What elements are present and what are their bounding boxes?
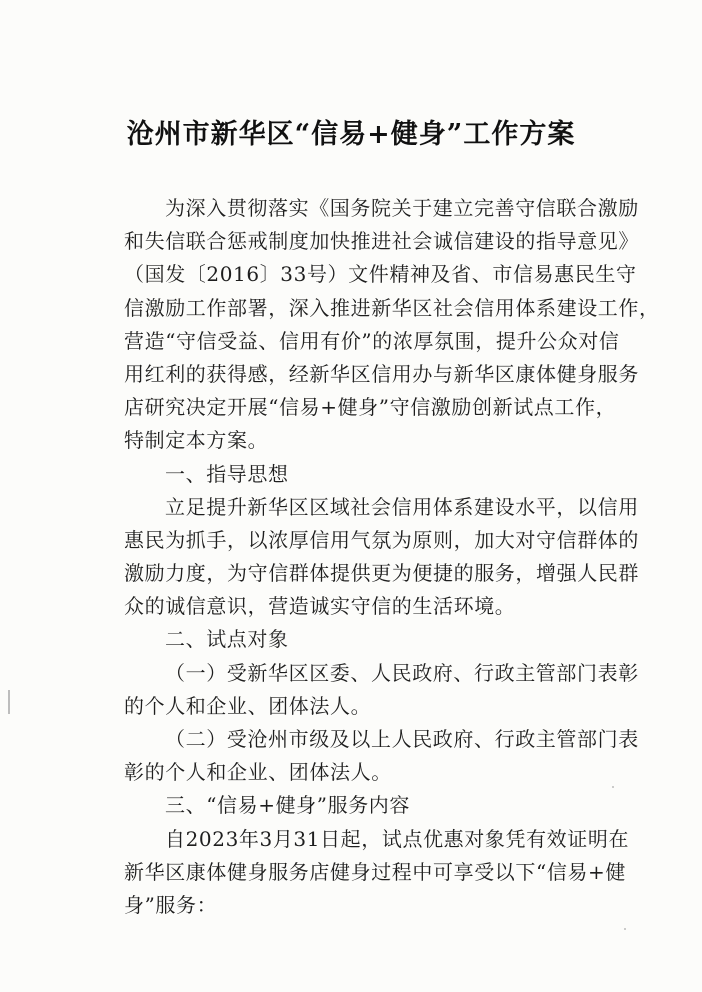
text-line: （国发〔2016〕33号）文件精神及省、市信易惠民生守 (124, 262, 637, 287)
text-line: （一）受新华区区委、人民政府、行政主管部门表彰 (165, 660, 639, 685)
text-line: 一、指导思想 (165, 461, 289, 486)
text-line: 彰的个人和企业、团体法人。 (124, 760, 392, 785)
scan-speck (624, 928, 626, 930)
text-line: 特制定本方案。 (124, 428, 269, 453)
scan-speck (612, 786, 614, 788)
text-line: 自2023年3月31日起，试点优惠对象凭有效证明在 (165, 826, 630, 851)
text-line: （二）受沧州市级及以上人民政府、行政主管部门表 (165, 727, 639, 751)
text-line: 立足提升新华区区域社会信用体系建设水平，以信用 (165, 494, 639, 519)
document-title: 沧州市新华区“信易+健身”工作方案 (126, 119, 576, 150)
text-line: 惠民为抓手，以浓厚信用气氛为原则，加大对守信群体的 (124, 527, 639, 552)
text-line: 激励力度，为守信群体提供更为便捷的服务，增强人民群 (124, 561, 639, 586)
text-line: 为深入贯彻落实《国务院关于建立完善守信联合激励 (165, 196, 639, 220)
text-line: 三、“信易+健身”服务内容 (165, 793, 411, 818)
text-line: 用红利的获得感，经新华区信用办与新华区康体健身服务 (124, 361, 639, 386)
text-line: 身”服务： (124, 892, 218, 917)
text-line: 众的诚信意识，营造诚实守信的生活环境。 (124, 594, 516, 619)
text-line: 营造“守信受益、信用有价”的浓厚氛围，提升公众对信 (124, 328, 620, 353)
text-line: 二、试点对象 (165, 627, 289, 652)
document-body (124, 192, 660, 922)
text-line: 店研究决定开展“信易+健身”守信激励创新试点工作， (124, 395, 617, 420)
text-line: 的个人和企业、团体法人。 (124, 693, 372, 718)
text-line: 信激励工作部署，深入推进新华区社会信用体系建设工作， (124, 295, 660, 320)
text-line: 和失信联合惩戒制度加快推进社会诚信建设的指导意见》 (124, 229, 639, 254)
scan-edge-mark (8, 690, 10, 714)
text-line: 新华区康体健身服务店健身过程中可享受以下“信易+健 (124, 859, 626, 884)
